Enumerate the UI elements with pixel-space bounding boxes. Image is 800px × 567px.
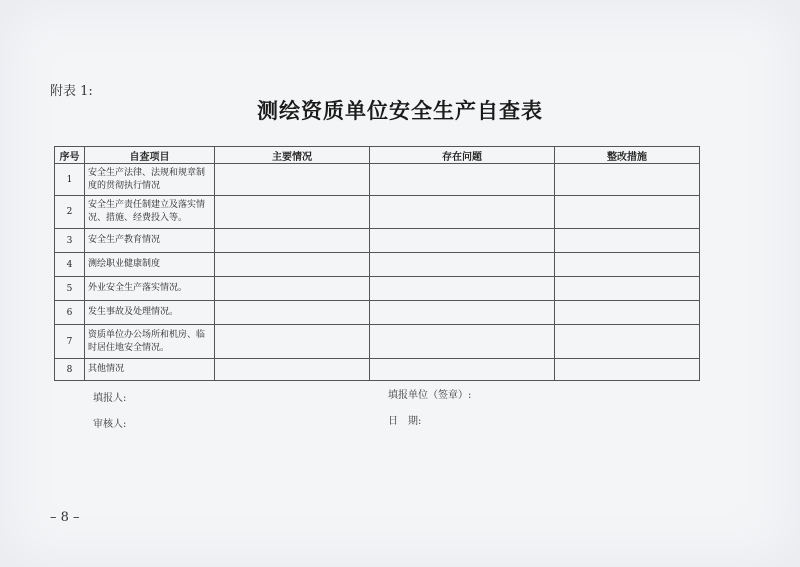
cell-main-situation[interactable]	[215, 359, 370, 381]
table-row	[55, 229, 700, 253]
row-number: 5	[55, 277, 85, 301]
table-row	[55, 359, 700, 381]
cell-problems[interactable]	[370, 359, 555, 381]
self-check-table	[54, 146, 700, 381]
header-seq: 序号	[55, 147, 85, 164]
table-header-row	[55, 147, 700, 164]
row-item: 安全生产教育情况	[85, 229, 215, 253]
page-title: 测绘资质单位安全生产自查表	[257, 98, 543, 123]
cell-problems[interactable]	[370, 229, 555, 253]
row-number: 4	[55, 253, 85, 277]
table-row	[55, 325, 700, 359]
cell-measures[interactable]	[555, 196, 700, 229]
row-number: 3	[55, 229, 85, 253]
cell-main-situation[interactable]	[215, 164, 370, 196]
table-row	[55, 164, 700, 196]
cell-measures[interactable]	[555, 229, 700, 253]
row-item: 安全生产责任制建立及落实情况、措施、经费投入等。	[85, 196, 215, 229]
cell-main-situation[interactable]	[215, 301, 370, 325]
row-number: 7	[55, 325, 85, 359]
table-row	[55, 253, 700, 277]
header-item: 自查项目	[85, 147, 215, 164]
cell-measures[interactable]	[555, 164, 700, 196]
header-main-situation: 主要情况	[215, 147, 370, 164]
cell-problems[interactable]	[370, 196, 555, 229]
row-number: 2	[55, 196, 85, 229]
table-row	[55, 196, 700, 229]
table-row	[55, 277, 700, 301]
row-item: 测绘职业健康制度	[85, 253, 215, 277]
date-label: 日 期:	[388, 416, 422, 427]
cell-main-situation[interactable]	[215, 196, 370, 229]
cell-problems[interactable]	[370, 253, 555, 277]
row-item: 其他情况	[85, 359, 215, 381]
cell-main-situation[interactable]	[215, 325, 370, 359]
cell-problems[interactable]	[370, 164, 555, 196]
cell-measures[interactable]	[555, 359, 700, 381]
appendix-label: 附表 1:	[50, 84, 93, 99]
row-item: 外业安全生产落实情况。	[85, 277, 215, 301]
header-measures: 整改措施	[555, 147, 700, 164]
row-number: 8	[55, 359, 85, 381]
reviewer-label: 审核人:	[93, 419, 127, 430]
row-item: 资质单位办公场所和机房、临时居住地安全情况。	[85, 325, 215, 359]
cell-problems[interactable]	[370, 301, 555, 325]
cell-measures[interactable]	[555, 277, 700, 301]
row-item: 安全生产法律、法规和规章制度的贯彻执行情况	[85, 164, 215, 196]
unit-seal-label: 填报单位（签章）:	[388, 390, 472, 401]
row-number: 6	[55, 301, 85, 325]
cell-main-situation[interactable]	[215, 229, 370, 253]
cell-measures[interactable]	[555, 301, 700, 325]
cell-main-situation[interactable]	[215, 253, 370, 277]
cell-problems[interactable]	[370, 325, 555, 359]
page-number: – 8 –	[50, 510, 80, 525]
header-problems: 存在问题	[370, 147, 555, 164]
cell-measures[interactable]	[555, 325, 700, 359]
cell-problems[interactable]	[370, 277, 555, 301]
filler-label: 填报人:	[93, 393, 127, 404]
row-item: 发生事故及处理情况。	[85, 301, 215, 325]
table-row	[55, 301, 700, 325]
cell-measures[interactable]	[555, 253, 700, 277]
cell-main-situation[interactable]	[215, 277, 370, 301]
row-number: 1	[55, 164, 85, 196]
